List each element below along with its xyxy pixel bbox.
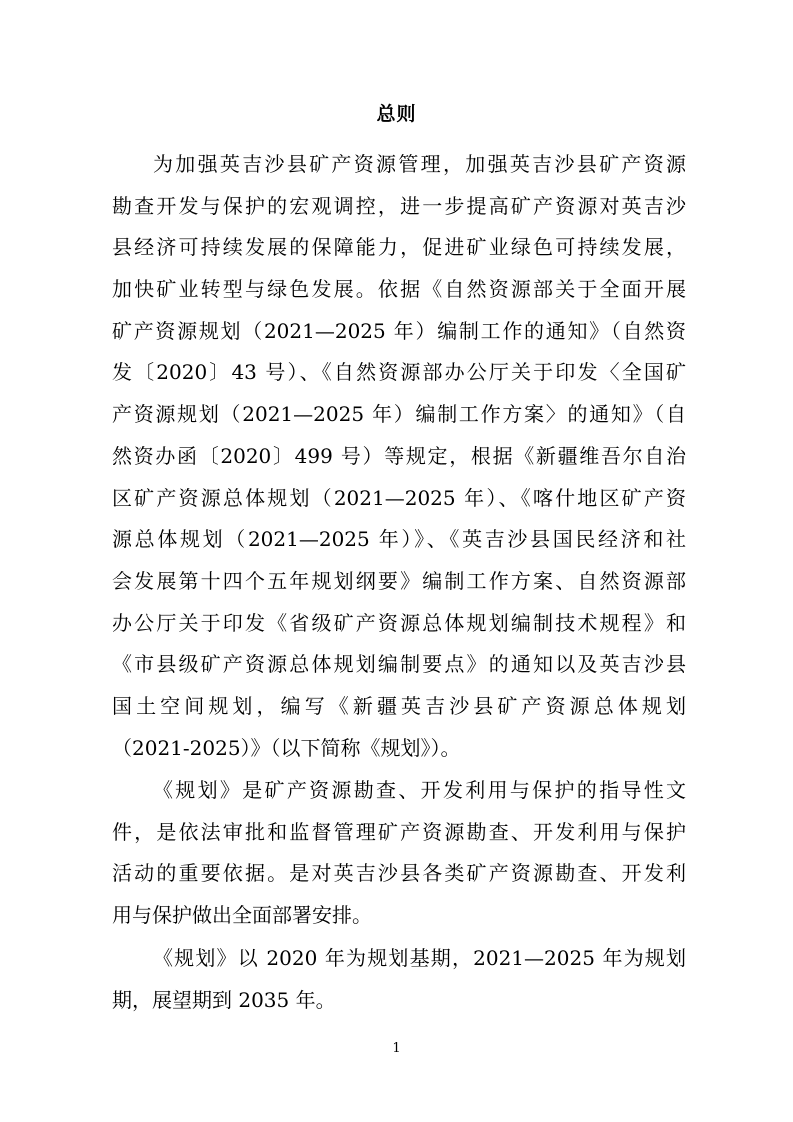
paragraph-line: 然资办函〔2020〕499 号）等规定，根据《新疆维吾尔自治	[112, 443, 686, 468]
paragraph-3	[112, 938, 686, 1021]
paragraph-line: 加快矿业转型与绿色发展。依据《自然资源部关于全面开展	[112, 277, 686, 302]
paragraph-line: 矿产资源规划（2021—2025 年）编制工作的通知》（自然资	[112, 318, 686, 343]
paragraph-line: 期，展望期到 2035 年。	[112, 987, 336, 1012]
paragraph-line: 件，是依法审批和监督管理矿产资源勘查、开发利用与保护	[112, 819, 686, 844]
paragraph-line: 县经济可持续发展的保障能力，促进矿业绿色可持续发展，	[112, 235, 686, 260]
paragraph-line: 会发展第十四个五年规划纲要》编制工作方案、自然资源部	[112, 568, 686, 593]
paragraph-line: 活动的重要依据。是对英吉沙县各类矿产资源勘查、开发利	[112, 861, 686, 886]
paragraph-line: 源总体规划（2021—2025 年）》、《英吉沙县国民经济和社	[112, 527, 686, 552]
paragraph-line: 办公厅关于印发《省级矿产资源总体规划编制技术规程》和	[112, 610, 686, 635]
paragraph-line: 用与保护做出全面部署安排。	[112, 903, 372, 928]
paragraph-line: 区矿产资源总体规划（2021—2025 年）、《喀什地区矿产资	[112, 485, 686, 510]
paragraph-line: 发〔2020〕43 号）、《自然资源部办公厅关于印发〈全国矿	[112, 360, 686, 385]
paragraph-line: 为加强英吉沙县矿产资源管理，加强英吉沙县矿产资源	[153, 152, 686, 176]
page-title: 总则	[376, 103, 417, 125]
paragraph-line: 产资源规划（2021—2025 年）编制工作方案〉的通知》（自	[112, 402, 686, 427]
paragraph-line: 《规划》以 2020 年为规划基期，2021—2025 年为规划	[153, 946, 686, 970]
paragraph-2	[112, 770, 686, 937]
paragraph-line: 《市县级矿产资源总体规划编制要点》的通知以及英吉沙县	[112, 652, 686, 677]
paragraph-line: （2021-2025）》（以下简称《规划》）。	[112, 735, 461, 760]
paragraph-line: 《规划》是矿产资源勘查、开发利用与保护的指导性文	[153, 778, 686, 802]
paragraph-line: 国土空间规划，编写《新疆英吉沙县矿产资源总体规划	[112, 693, 686, 718]
paragraph-line: 勘查开发与保护的宏观调控，进一步提高矿产资源对英吉沙	[112, 193, 686, 218]
page-number: 1	[392, 1041, 401, 1056]
paragraph-1	[112, 144, 686, 769]
